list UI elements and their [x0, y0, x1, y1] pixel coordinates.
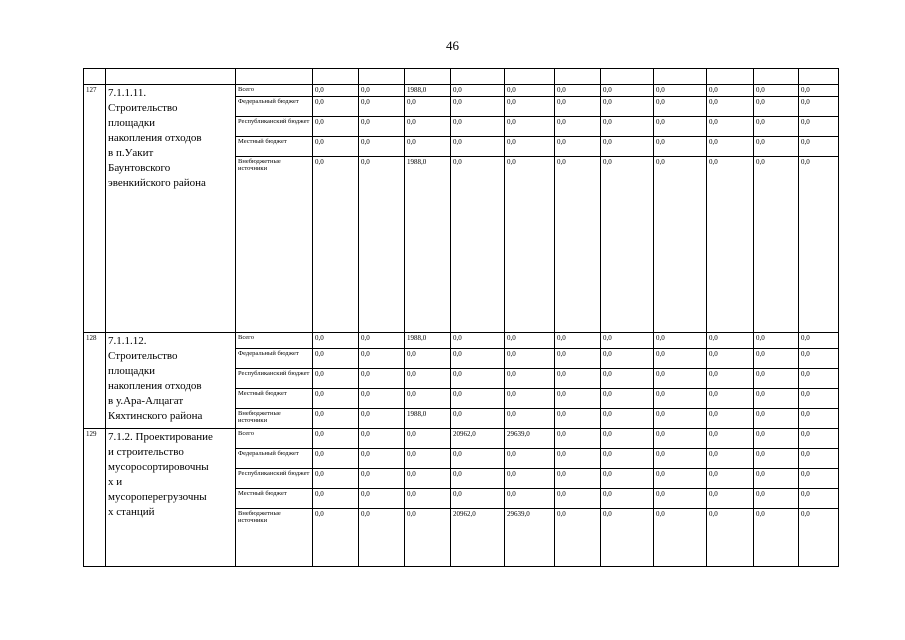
value-cell: 0,0 [505, 369, 555, 389]
value-cell: 0,0 [313, 157, 359, 333]
empty-cell [106, 69, 236, 85]
value-cell: 0,0 [451, 389, 505, 409]
description-line: площадки [108, 117, 156, 129]
funding-source-cell: Федеральный бюджет [236, 349, 313, 369]
description-line: 7.1.1.11. [108, 87, 147, 99]
funding-source-cell: Республиканский бюджет [236, 469, 313, 489]
value-cell: 0,0 [313, 409, 359, 429]
value-cell: 1988,0 [405, 409, 451, 429]
funding-source-cell: Внебюджетные источники [236, 157, 313, 333]
value-cell: 0,0 [505, 97, 555, 117]
description-line: в п.Уакит [108, 147, 154, 159]
value-cell: 0,0 [654, 369, 707, 389]
budget-table [83, 68, 839, 567]
value-cell: 0,0 [451, 117, 505, 137]
value-cell: 0,0 [601, 489, 654, 509]
value-cell: 0,0 [601, 137, 654, 157]
value-cell: 0,0 [654, 97, 707, 117]
value-cell: 0,0 [754, 333, 799, 349]
value-cell: 0,0 [601, 333, 654, 349]
empty-cell [707, 69, 754, 85]
value-cell: 0,0 [313, 349, 359, 369]
value-cell: 0,0 [313, 389, 359, 409]
value-cell: 0,0 [555, 509, 601, 567]
value-cell: 0,0 [754, 369, 799, 389]
value-cell: 0,0 [555, 429, 601, 449]
value-cell: 0,0 [707, 85, 754, 97]
value-cell: 0,0 [505, 117, 555, 137]
value-cell: 0,0 [451, 333, 505, 349]
value-cell: 0,0 [405, 117, 451, 137]
value-cell: 0,0 [505, 469, 555, 489]
value-cell: 0,0 [601, 117, 654, 137]
value-cell: 0,0 [799, 469, 839, 489]
value-cell: 0,0 [754, 117, 799, 137]
value-cell: 0,0 [359, 333, 405, 349]
value-cell: 0,0 [654, 469, 707, 489]
value-cell: 0,0 [451, 449, 505, 469]
value-cell: 0,0 [405, 369, 451, 389]
value-cell: 0,0 [601, 449, 654, 469]
value-cell: 0,0 [451, 409, 505, 429]
value-cell: 0,0 [313, 449, 359, 469]
value-cell: 0,0 [799, 117, 839, 137]
value-cell: 0,0 [707, 333, 754, 349]
value-cell: 0,0 [654, 333, 707, 349]
value-cell: 0,0 [505, 85, 555, 97]
value-cell: 0,0 [359, 509, 405, 567]
description-line: Строительство [108, 102, 178, 114]
value-cell: 0,0 [555, 137, 601, 157]
value-cell: 0,0 [601, 157, 654, 333]
value-cell: 0,0 [359, 137, 405, 157]
value-cell: 0,0 [654, 409, 707, 429]
value-cell: 0,0 [505, 389, 555, 409]
value-cell: 0,0 [654, 157, 707, 333]
table-row [84, 85, 839, 97]
value-cell: 0,0 [707, 349, 754, 369]
value-cell: 0,0 [601, 429, 654, 449]
description-line: мусоросортировочны [108, 461, 209, 473]
value-cell: 0,0 [754, 429, 799, 449]
value-cell: 0,0 [359, 369, 405, 389]
value-cell: 1988,0 [405, 157, 451, 333]
funding-source-cell: Всего [236, 429, 313, 449]
value-cell: 20962,0 [451, 429, 505, 449]
value-cell: 0,0 [799, 137, 839, 157]
value-cell: 0,0 [654, 429, 707, 449]
funding-source-cell: Внебюджетные источники [236, 509, 313, 567]
value-cell: 1988,0 [405, 333, 451, 349]
value-cell: 0,0 [754, 97, 799, 117]
value-cell: 0,0 [555, 117, 601, 137]
value-cell: 0,0 [601, 409, 654, 429]
value-cell: 0,0 [359, 409, 405, 429]
description-cell [106, 333, 236, 429]
value-cell: 0,0 [707, 97, 754, 117]
value-cell: 0,0 [799, 509, 839, 567]
value-cell: 0,0 [754, 409, 799, 429]
value-cell: 0,0 [754, 389, 799, 409]
value-cell: 0,0 [799, 429, 839, 449]
funding-source-cell: Всего [236, 85, 313, 97]
value-cell: 0,0 [451, 85, 505, 97]
value-cell: 0,0 [707, 369, 754, 389]
funding-source-cell: Местный бюджет [236, 389, 313, 409]
value-cell: 0,0 [451, 157, 505, 333]
row-number-cell: 127 [84, 85, 106, 333]
value-cell: 0,0 [555, 85, 601, 97]
value-cell: 0,0 [555, 333, 601, 349]
table-row [84, 429, 839, 449]
value-cell: 0,0 [405, 137, 451, 157]
value-cell: 0,0 [555, 489, 601, 509]
value-cell: 0,0 [707, 409, 754, 429]
value-cell: 0,0 [799, 369, 839, 389]
value-cell: 0,0 [799, 389, 839, 409]
empty-cell [654, 69, 707, 85]
value-cell: 0,0 [654, 489, 707, 509]
value-cell: 0,0 [754, 489, 799, 509]
value-cell: 0,0 [405, 469, 451, 489]
value-cell: 0,0 [359, 157, 405, 333]
value-cell: 0,0 [313, 137, 359, 157]
value-cell: 0,0 [754, 157, 799, 333]
empty-cell [505, 69, 555, 85]
value-cell: 0,0 [707, 389, 754, 409]
value-cell: 0,0 [451, 369, 505, 389]
value-cell: 0,0 [505, 489, 555, 509]
value-cell: 0,0 [451, 469, 505, 489]
value-cell: 0,0 [451, 97, 505, 117]
value-cell: 0,0 [754, 85, 799, 97]
value-cell: 0,0 [451, 489, 505, 509]
row-number-cell: 128 [84, 333, 106, 429]
empty-cell [236, 69, 313, 85]
value-cell: 29639,0 [505, 429, 555, 449]
value-cell: 0,0 [313, 117, 359, 137]
value-cell: 0,0 [405, 449, 451, 469]
funding-source-cell: Внебюджетные источники [236, 409, 313, 429]
value-cell: 0,0 [359, 117, 405, 137]
empty-cell [313, 69, 359, 85]
value-cell: 0,0 [799, 449, 839, 469]
description-line: накопления отходов [108, 380, 202, 392]
value-cell: 0,0 [754, 137, 799, 157]
value-cell: 0,0 [601, 97, 654, 117]
value-cell: 0,0 [799, 85, 839, 97]
value-cell: 0,0 [555, 389, 601, 409]
value-cell: 0,0 [313, 85, 359, 97]
value-cell: 0,0 [313, 509, 359, 567]
value-cell: 0,0 [707, 449, 754, 469]
table-row [84, 333, 839, 349]
table-body [84, 69, 839, 567]
funding-source-cell: Местный бюджет [236, 489, 313, 509]
value-cell: 0,0 [707, 469, 754, 489]
value-cell: 0,0 [754, 509, 799, 567]
value-cell: 0,0 [707, 117, 754, 137]
value-cell: 0,0 [359, 85, 405, 97]
value-cell: 0,0 [601, 389, 654, 409]
value-cell: 0,0 [707, 157, 754, 333]
value-cell: 0,0 [505, 157, 555, 333]
empty-cell [405, 69, 451, 85]
empty-cell [601, 69, 654, 85]
value-cell: 0,0 [359, 489, 405, 509]
value-cell: 0,0 [654, 349, 707, 369]
value-cell: 0,0 [799, 157, 839, 333]
description-line: Кяхтинского района [108, 410, 203, 422]
value-cell: 0,0 [313, 469, 359, 489]
value-cell: 0,0 [555, 449, 601, 469]
value-cell: 0,0 [505, 333, 555, 349]
value-cell: 0,0 [555, 157, 601, 333]
value-cell: 0,0 [654, 85, 707, 97]
value-cell: 0,0 [799, 409, 839, 429]
description-line: и строительство [108, 446, 184, 458]
value-cell: 0,0 [754, 449, 799, 469]
empty-cell [555, 69, 601, 85]
value-cell: 0,0 [313, 369, 359, 389]
value-cell: 0,0 [313, 429, 359, 449]
value-cell: 29639,0 [505, 509, 555, 567]
empty-cell [84, 69, 106, 85]
value-cell: 20962,0 [451, 509, 505, 567]
value-cell: 0,0 [707, 489, 754, 509]
funding-source-cell: Республиканский бюджет [236, 117, 313, 137]
value-cell: 0,0 [359, 349, 405, 369]
value-cell: 0,0 [359, 469, 405, 489]
value-cell: 0,0 [707, 509, 754, 567]
value-cell: 0,0 [601, 509, 654, 567]
description-line: 7.1.2. Проектирование [108, 431, 213, 443]
value-cell: 0,0 [505, 409, 555, 429]
description-line: площадки [108, 365, 156, 377]
value-cell: 0,0 [405, 489, 451, 509]
value-cell: 0,0 [405, 389, 451, 409]
value-cell: 1988,0 [405, 85, 451, 97]
description-line: мусороперегрузочны [108, 491, 207, 503]
value-cell: 0,0 [654, 509, 707, 567]
value-cell: 0,0 [799, 489, 839, 509]
value-cell: 0,0 [555, 349, 601, 369]
value-cell: 0,0 [754, 469, 799, 489]
funding-source-cell: Республиканский бюджет [236, 369, 313, 389]
funding-source-cell: Местный бюджет [236, 137, 313, 157]
value-cell: 0,0 [405, 349, 451, 369]
description-line: Баунтовского [108, 162, 171, 174]
funding-source-cell: Федеральный бюджет [236, 97, 313, 117]
value-cell: 0,0 [601, 369, 654, 389]
value-cell: 0,0 [799, 97, 839, 117]
value-cell: 0,0 [359, 97, 405, 117]
empty-cell [799, 69, 839, 85]
value-cell: 0,0 [707, 137, 754, 157]
description-cell [106, 429, 236, 567]
value-cell: 0,0 [451, 137, 505, 157]
value-cell: 0,0 [799, 333, 839, 349]
value-cell: 0,0 [405, 429, 451, 449]
description-line: в у.Ара-Алцагат [108, 395, 184, 407]
page-number: 46 [446, 38, 459, 53]
description-line: накопления отходов [108, 132, 202, 144]
funding-source-cell: Всего [236, 333, 313, 349]
value-cell: 0,0 [505, 349, 555, 369]
value-cell: 0,0 [654, 449, 707, 469]
description-line: 7.1.1.12. [108, 335, 147, 347]
value-cell: 0,0 [601, 349, 654, 369]
description-line: х и [108, 476, 123, 488]
value-cell: 0,0 [654, 117, 707, 137]
value-cell: 0,0 [555, 409, 601, 429]
value-cell: 0,0 [601, 469, 654, 489]
value-cell: 0,0 [555, 97, 601, 117]
value-cell: 0,0 [313, 97, 359, 117]
value-cell: 0,0 [754, 349, 799, 369]
value-cell: 0,0 [405, 509, 451, 567]
funding-source-cell: Федеральный бюджет [236, 449, 313, 469]
value-cell: 0,0 [707, 429, 754, 449]
value-cell: 0,0 [313, 489, 359, 509]
value-cell: 0,0 [313, 333, 359, 349]
description-cell [106, 85, 236, 333]
header-spacer-row [84, 69, 839, 85]
description-line: эвенкийского района [108, 177, 206, 189]
value-cell: 0,0 [505, 449, 555, 469]
value-cell: 0,0 [451, 349, 505, 369]
value-cell: 0,0 [505, 137, 555, 157]
empty-cell [754, 69, 799, 85]
description-line: х станций [108, 506, 155, 518]
description-line: Строительство [108, 350, 178, 362]
value-cell: 0,0 [359, 449, 405, 469]
value-cell: 0,0 [654, 137, 707, 157]
value-cell: 0,0 [555, 469, 601, 489]
value-cell: 0,0 [654, 389, 707, 409]
row-number-cell: 129 [84, 429, 106, 567]
value-cell: 0,0 [799, 349, 839, 369]
value-cell: 0,0 [405, 97, 451, 117]
empty-cell [451, 69, 505, 85]
value-cell: 0,0 [601, 85, 654, 97]
value-cell: 0,0 [359, 429, 405, 449]
value-cell: 0,0 [359, 389, 405, 409]
value-cell: 0,0 [555, 369, 601, 389]
empty-cell [359, 69, 405, 85]
